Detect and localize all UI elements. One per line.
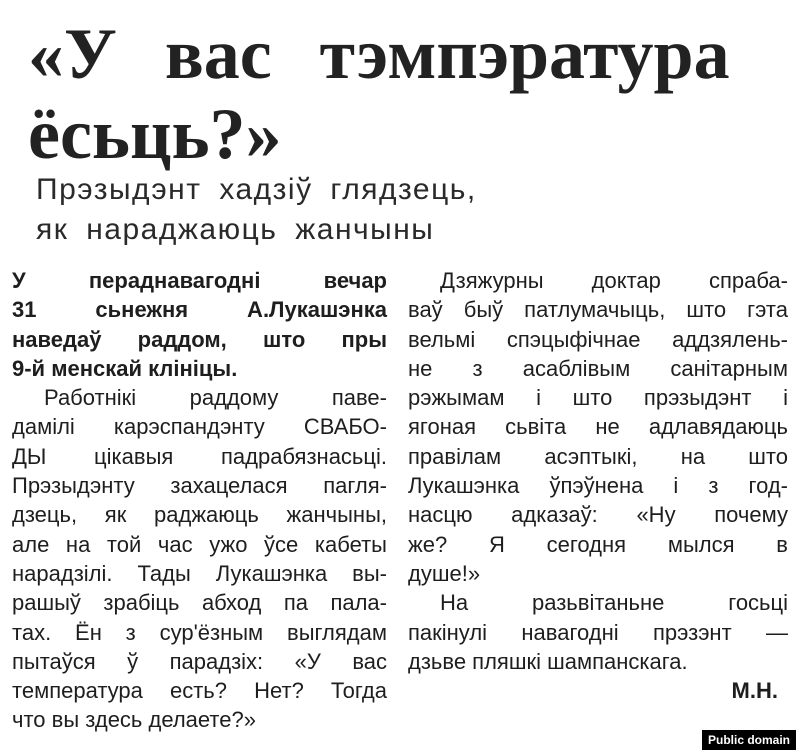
body-line: ваў быў патлумачыць, што гэта [408, 297, 788, 323]
subheadline-line: як нараджаюць жанчыны [36, 213, 435, 246]
body-line: правілам асэптыкі, на што [408, 443, 788, 469]
subheadline-line: Прэзыдэнт хадзіў глядзець, [36, 173, 477, 206]
author-signature: М.Н. [731, 678, 778, 704]
body-line: Лукашэнка ўпэўнена і з год- [408, 473, 788, 499]
article-subheadline [36, 170, 776, 250]
body-line: насцю адказаў: «Ну почему [408, 502, 788, 528]
headline-line: ёсьць?» [28, 94, 282, 174]
body-line: вельмі спэцыфічнае аддзялень- [408, 326, 788, 352]
body-line: дамілі карэспандэнту СВАБО- [12, 414, 387, 440]
body-line: рэжымам і што прэзыдэнт і [408, 385, 788, 411]
lead-line: 31 сьнежня А.Лукашэнка [12, 297, 387, 323]
body-line: Дзяжурны доктар спраба- [440, 268, 788, 293]
right-column [408, 266, 788, 705]
body-line: нарадзілі. Тады Лукашэнка вы- [12, 560, 387, 586]
body-line: Работнікі раддому паве- [44, 385, 387, 411]
body-line: Прэзыдэнту захацелася пагля- [12, 473, 387, 499]
body-line: але на той час ужо ўсе кабеты [12, 531, 387, 557]
article-headline [28, 14, 788, 174]
body-line: ДЫ цікавыя падрабязнасьці. [12, 443, 387, 469]
body-line: пытаўся ў парадзіх: «У вас [12, 648, 387, 674]
lead-line: 9-й менскай клініцы. [12, 355, 238, 381]
headline-line: «У вас тэмпэратура [28, 14, 730, 94]
body-line: рашыў зрабіць абход па пала- [12, 590, 387, 616]
body-line: же? Я сегодня мылся в [408, 531, 788, 557]
body-line: дзьве пляшкі шампанскага. [408, 648, 688, 674]
lead-line: У пераднавагодні вечар [12, 268, 387, 293]
lead-line: наведаў раддом, што пры [12, 326, 387, 352]
license-badge: Public domain [702, 730, 796, 750]
body-line: дзець, як раджаюць жанчыны, [12, 502, 387, 528]
body-line: ягоная сьвіта не адлавядаюць [408, 414, 788, 440]
body-line: тах. Ён з сур'ёзным выглядам [12, 619, 387, 645]
left-column [12, 266, 387, 735]
body-line: пакінулі навагодні прэзэнт — [408, 619, 788, 645]
body-line: душе!» [408, 560, 481, 586]
body-line: что вы здесь делаете?» [12, 707, 256, 733]
body-line: температура есть? Нет? Тогда [12, 678, 387, 704]
body-line: не з асаблівым санітарным [408, 355, 788, 381]
body-line: На разьвітаньне госьці [440, 590, 788, 616]
